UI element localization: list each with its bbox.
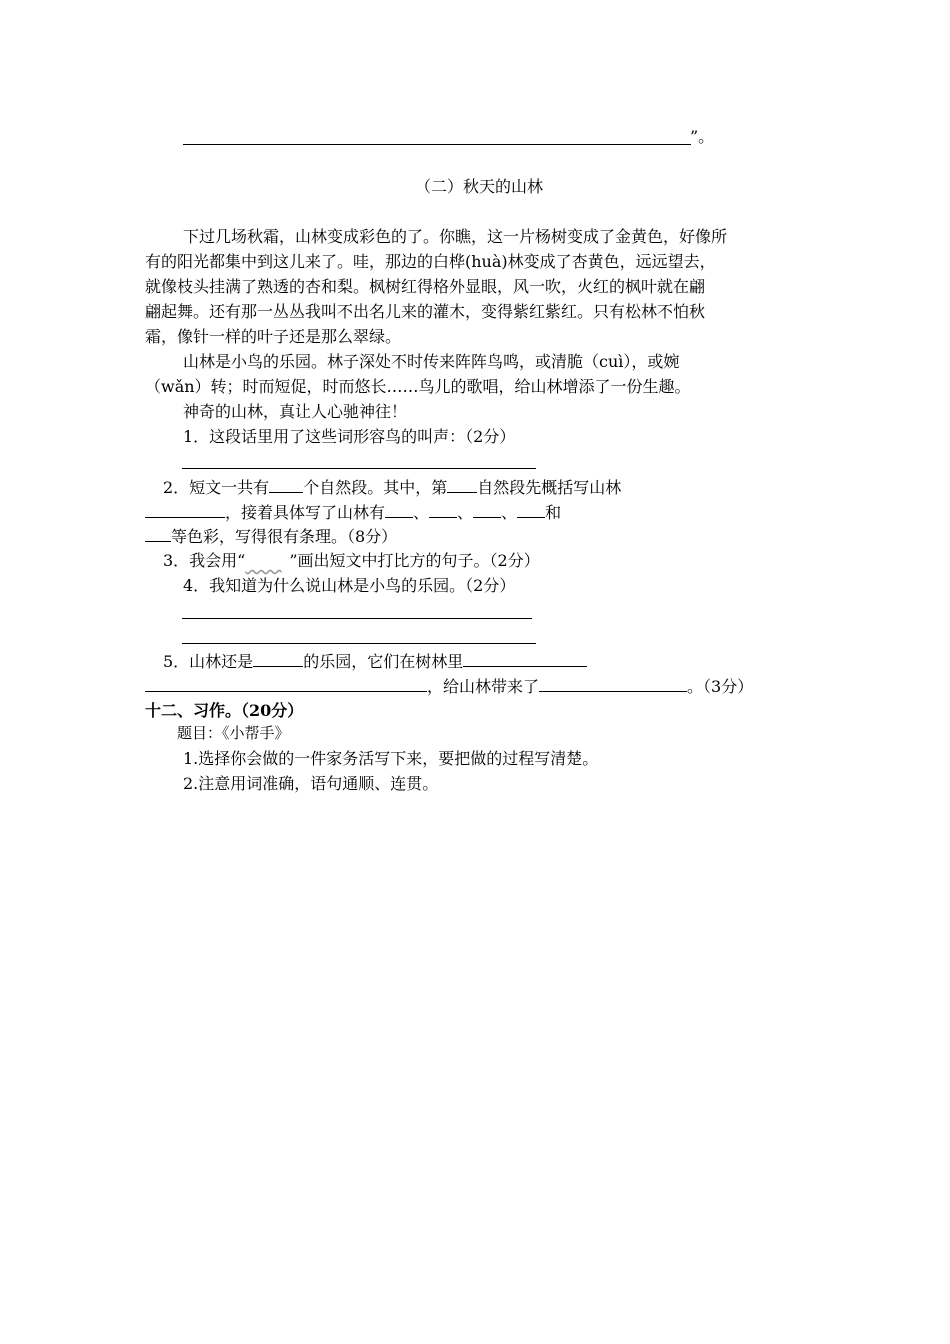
section-heading: 十二、习作。（20分）: [145, 701, 304, 720]
question-2-cont: [145, 501, 561, 524]
question-5-cont: [145, 675, 753, 698]
composition-requirement: 2.注意用词准确，语句通顺、连贯。: [183, 774, 439, 793]
question-5-text: 的乐园，它们在树林里: [303, 652, 464, 671]
composition-requirement: 1.选择你会做的一件家务活写下来，要把做的过程写清楚。: [183, 749, 599, 768]
closing-quote: ”。: [690, 127, 715, 146]
passage-line: 翩起舞。还有那一丛丛我叫不出名儿来的灌木，变得紫红紫红。只有松林不怕秋: [145, 302, 706, 321]
answer-blank[interactable]: [517, 501, 545, 518]
question-3: [163, 550, 540, 572]
passage-line: 霜，像针一样的叶子还是那么翠绿。: [145, 327, 402, 346]
question-2-text: ，接着具体写了山林有: [225, 503, 386, 522]
separator: 、: [457, 503, 474, 522]
passage-line: 有的阳光都集中到这儿来了。哇，那边的白桦(huà)林变成了杏黄色，远远望去，: [145, 252, 716, 271]
answer-blank[interactable]: [463, 650, 587, 667]
question-2-text: 2．短文一共有: [163, 478, 270, 497]
passage-line: （wǎn）转；时而短促，时而悠长……鸟儿的歌唱，给山林增添了一份生趣。: [145, 377, 691, 396]
answer-blank[interactable]: [429, 501, 457, 518]
separator: 、: [413, 503, 430, 522]
question-3-text: 3．我会用“: [163, 551, 246, 570]
passage-line: 神奇的山林，真让人心驰神往！: [183, 402, 408, 421]
passage-line: 山林是小鸟的乐园。林子深处不时传来阵阵鸟鸣，或清脆（cuì），或婉: [183, 352, 680, 371]
question-2-text: 和: [545, 503, 562, 522]
composition-topic: 题目：《小帮手》: [177, 724, 290, 742]
question-5-text: 5．山林还是: [163, 652, 254, 671]
question-2-text: 个自然段。其中，第: [303, 478, 448, 497]
question-5-text: 。（3分）: [687, 677, 754, 696]
question-2: [163, 476, 621, 499]
answer-blank[interactable]: [145, 525, 171, 542]
answer-blank[interactable]: [145, 501, 225, 518]
question-5-text: ，给山林带来了: [427, 677, 540, 696]
wavy-underline-icon: [245, 550, 289, 572]
passage-title: （二）秋天的山林: [415, 177, 544, 196]
answer-line[interactable]: [182, 468, 536, 469]
passage-line: 就像枝头挂满了熟透的杏和梨。枫树红得格外显眼，风一吹，火红的枫叶就在翩: [145, 277, 706, 296]
answer-blank[interactable]: [269, 476, 303, 493]
answer-blank[interactable]: [539, 675, 687, 692]
answer-blank[interactable]: [447, 476, 477, 493]
question-2-text: 等色彩，写得很有条理。（8分）: [171, 527, 398, 546]
question-3-text: ”画出短文中打比方的句子。（2分）: [289, 551, 540, 570]
question-4: 4．我知道为什么说山林是小鸟的乐园。（2分）: [183, 576, 516, 595]
answer-blank[interactable]: [473, 501, 501, 518]
answer-line: [183, 144, 691, 145]
separator: 、: [501, 503, 518, 522]
question-2-text: 自然段先概括写山林: [477, 478, 622, 497]
answer-line[interactable]: [182, 643, 536, 644]
question-5: [163, 650, 587, 673]
answer-blank[interactable]: [385, 501, 413, 518]
question-1: 1．这段话里用了这些词形容鸟的叫声：（2分）: [183, 427, 516, 446]
answer-line[interactable]: [182, 618, 532, 619]
passage-line: 下过几场秋霜，山林变成彩色的了。你瞧，这一片杨树变成了金黄色，好像所: [183, 227, 728, 246]
question-2-cont: [145, 525, 397, 548]
answer-blank[interactable]: [253, 650, 303, 667]
answer-blank[interactable]: [145, 675, 427, 692]
